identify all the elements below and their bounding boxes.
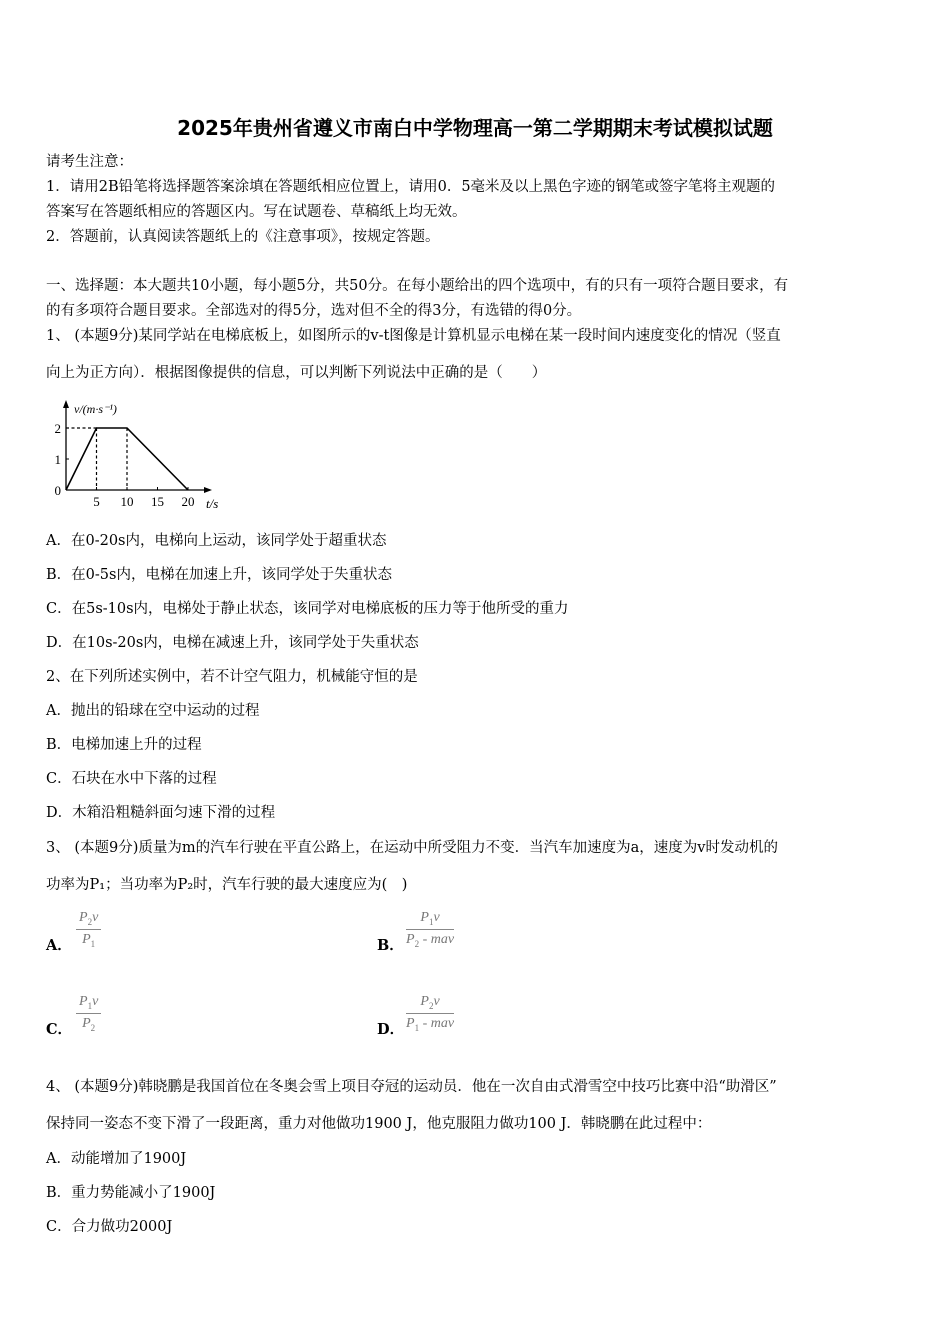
question-1-stem: 1、 (本题9分)某同学站在电梯底板上，如图所示的v-t图像是计算机显示电梯在某一段时间内速度变化的情况（竖直: [46, 328, 781, 344]
question-2-stem: 2、在下列所述实例中，若不计空气阻力，机械能守恒的是: [46, 669, 418, 685]
chart-guides: [66, 428, 127, 490]
q1-option-b: B．在0-5s内，电梯在加速上升，该同学处于失重状态: [46, 567, 392, 583]
chart-ticks: [55, 421, 195, 509]
velocity-series-line: [66, 428, 188, 490]
q1-option-d: D．在10s-20s内，电梯在减速上升，该同学处于失重状态: [46, 635, 419, 651]
notice-item-1: 1．请用2B铅笔将选择题答案涂填在答题纸相应位置上，请用0．5毫米及以上黑色字迹的钢笔或签字笔将主观题的: [46, 179, 776, 195]
x-tick-label: 5: [93, 494, 100, 509]
x-tick-label: 15: [151, 494, 164, 509]
q4-option-c: C．合力做功2000J: [46, 1219, 173, 1235]
x-tick-label: 10: [120, 494, 134, 509]
notice-header: 请考生注意：: [46, 154, 133, 170]
section-heading-cont: 的有多项符合题目要求。全部选对的得5分，选对但不全的得3分，有选错的得0分。: [46, 303, 582, 319]
y-tick-label: 1: [54, 452, 61, 467]
q2-option-b: B．电梯加速上升的过程: [46, 737, 202, 753]
q3-option-d-formula: $P_2v$ $P_1$ - mav: [406, 994, 455, 1033]
q1-option-a: A．在0-20s内，电梯向上运动，该同学处于超重状态: [46, 533, 387, 549]
q4-option-a: A．动能增加了1900J: [46, 1151, 187, 1167]
question-3-stem-cont: 功率为P₁；当功率为P₂时，汽车行驶的最大速度应为( ): [46, 877, 408, 893]
question-4-stem-cont: 保持同一姿态不变下滑了一段距离，重力对他做功1900 J，他克服阻力做功100 J．韩晓鹏在此过程中：: [46, 1116, 712, 1132]
q4-option-b: B．重力势能减小了1900J: [46, 1185, 216, 1201]
q3-option-d-label: D．: [377, 1021, 405, 1038]
section-heading: 一、选择题：本大题共10小题，每小题5分，共50分。在每小题给出的四个选项中，有的只有一项符合题目要求，有: [46, 278, 789, 294]
q1-option-c: C．在5s-10s内，电梯处于静止状态，该同学对电梯底板的压力等于他所受的重力: [46, 601, 569, 617]
q2-option-d: D．木箱沿粗糙斜面匀速下滑的过程: [46, 805, 276, 821]
q2-option-c: C．石块在水中下落的过程: [46, 771, 217, 787]
notice-item-1-cont: 答案写在答题纸相应的答题区内。写在试题卷、草稿纸上均无效。: [46, 204, 467, 220]
x-tick-label: 20: [181, 494, 195, 509]
question-4-stem: 4、 (本题9分)韩晓鹏是我国首位在冬奥会雪上项目夺冠的运动员．他在一次自由式滑雪空中技巧比赛中沿“助滑区”: [46, 1079, 777, 1095]
page-title: 2025年贵州省遵义市南白中学物理高一第二学期期末考试模拟试题: [177, 116, 773, 140]
y-tick-label: 0: [54, 483, 61, 498]
y-axis-arrow: [63, 400, 69, 408]
q2-option-a: A．抛出的铅球在空中运动的过程: [46, 703, 260, 719]
vt-chart: [44, 398, 234, 516]
y-tick-label: 2: [54, 421, 61, 436]
question-3-stem: 3、 (本题9分)质量为m的汽车行驶在平直公路上，在运动中所受阻力不变．当汽车加速度为a，速度为v时发动机的: [46, 840, 778, 856]
x-axis-label: t/s: [206, 496, 219, 511]
q3-option-b-formula: $P_1v$ $P_2$ - mav: [406, 910, 455, 949]
x-axis-arrow: [204, 487, 212, 493]
q3-option-c-label: C．: [46, 1021, 73, 1038]
q3-option-a-formula: $\frac{P_2v}{P_1}$: [76, 910, 101, 949]
notice-item-2: 2．答题前，认真阅读答题纸上的《注意事项》，按规定答题。: [46, 229, 440, 245]
y-axis-label: v/(m·s⁻¹): [74, 402, 117, 416]
q3-option-c-formula: $\frac{P_1v}{P_2}$: [76, 994, 101, 1033]
q3-option-b-label: B．: [377, 937, 404, 954]
question-1-stem-cont: 向上为正方向）．根据图像提供的信息，可以判断下列说法中正确的是（ ）: [46, 365, 547, 381]
q3-option-a-label: A．: [46, 937, 72, 954]
